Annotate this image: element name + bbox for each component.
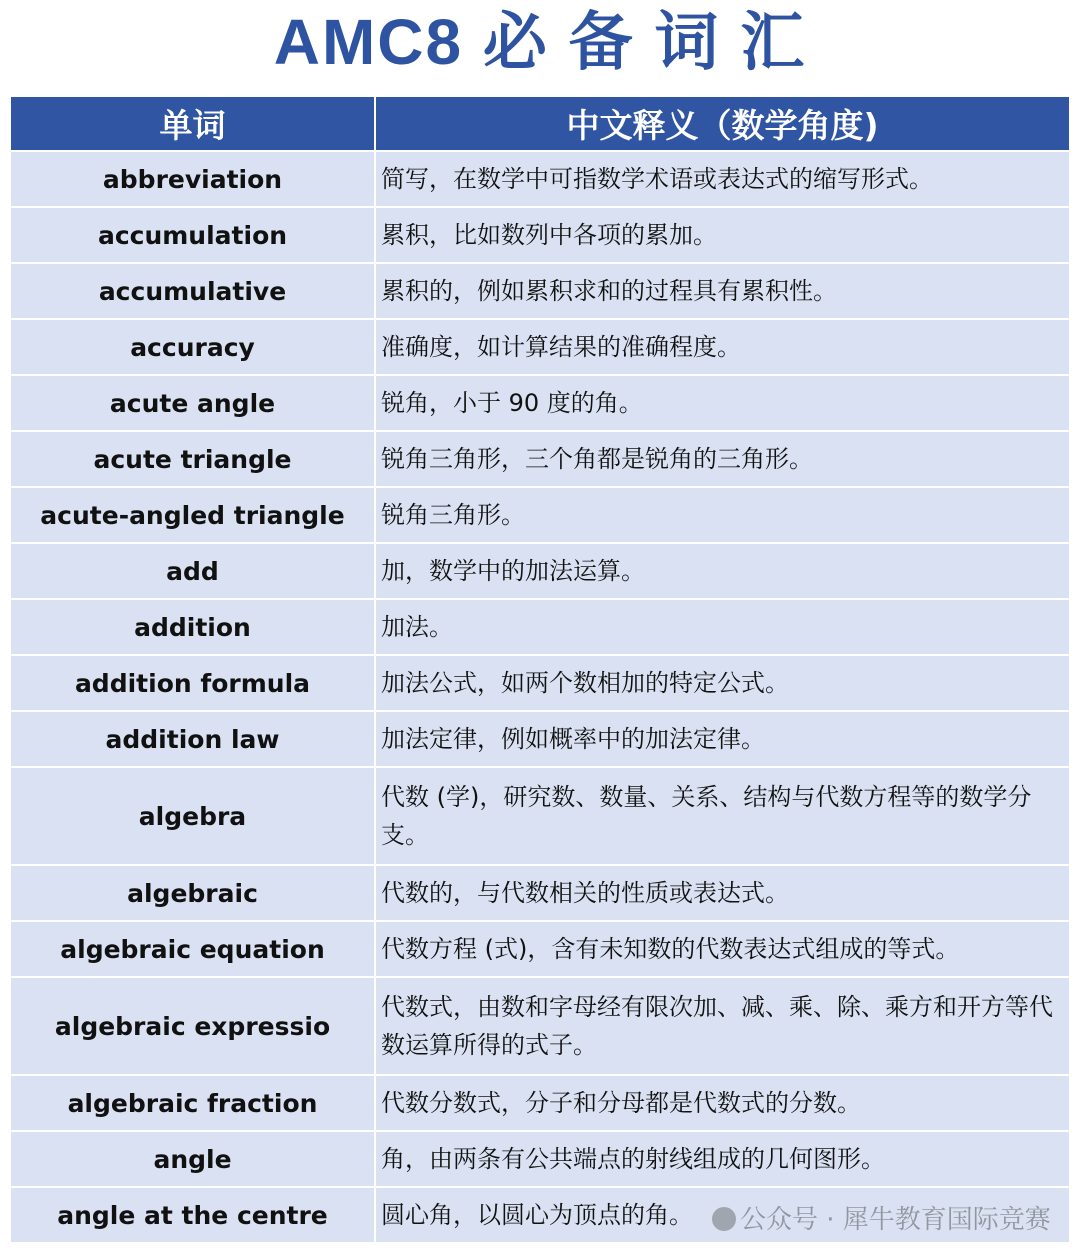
meaning-cell: 代数分数式，分子和分母都是代数式的分数。 (375, 1075, 1069, 1131)
watermark-text: 公众号 · 犀牛教育国际竞赛 (740, 1205, 1051, 1235)
word-cell: algebraic fraction (11, 1075, 375, 1131)
table-row (11, 431, 1069, 487)
table-row (11, 543, 1069, 599)
meaning-cell: 加法定律，例如概率中的加法定律。 (375, 711, 1069, 767)
table-row (11, 865, 1069, 921)
meaning-cell: 累积的，例如累积求和的过程具有累积性。 (375, 263, 1069, 319)
table-row (11, 711, 1069, 767)
table-row (11, 1131, 1069, 1187)
table-row (11, 207, 1069, 263)
word-cell: acute triangle (11, 431, 375, 487)
word-cell: algebraic expressio (11, 977, 375, 1075)
vocabulary-table (11, 97, 1069, 1242)
word-cell: angle at the centre (11, 1187, 375, 1242)
table-row (11, 977, 1069, 1075)
word-cell: addition formula (11, 655, 375, 711)
meaning-cell: 角，由两条有公共端点的射线组成的几何图形。 (375, 1131, 1069, 1187)
page-title: AMC8 必 备 词 汇 (273, 6, 807, 78)
meaning-cell: 准确度，如计算结果的准确程度。 (375, 319, 1069, 375)
word-cell: accumulative (11, 263, 375, 319)
meaning-cell: 锐角三角形。 (375, 487, 1069, 543)
word-cell: algebraic (11, 865, 375, 921)
meaning-cell: 圆心角，以圆心为顶点的角。 (375, 1187, 1069, 1242)
wechat-logo-icon (712, 1207, 736, 1231)
table-row (11, 151, 1069, 207)
meaning-cell: 代数 (学)，研究数、数量、关系、结构与代数方程等的数学分支。 (375, 767, 1069, 865)
word-cell: addition (11, 599, 375, 655)
meaning-cell: 加法。 (375, 599, 1069, 655)
word-cell: acute angle (11, 375, 375, 431)
table-row (11, 921, 1069, 977)
meaning-cell: 加，数学中的加法运算。 (375, 543, 1069, 599)
header-meaning: 中文释义（数学角度) (375, 97, 1069, 151)
word-cell: algebraic equation (11, 921, 375, 977)
word-cell: algebra (11, 767, 375, 865)
meaning-cell: 锐角，小于 90 度的角。 (375, 375, 1069, 431)
word-cell: abbreviation (11, 151, 375, 207)
meaning-cell: 锐角三角形，三个角都是锐角的三角形。 (375, 431, 1069, 487)
table-row (11, 375, 1069, 431)
table-row (11, 599, 1069, 655)
table-row (11, 487, 1069, 543)
table-row (11, 767, 1069, 865)
meaning-cell: 代数的，与代数相关的性质或表达式。 (375, 865, 1069, 921)
word-cell: addition law (11, 711, 375, 767)
table-row (11, 319, 1069, 375)
word-cell: accumulation (11, 207, 375, 263)
watermark (712, 1199, 1051, 1236)
table-row (11, 655, 1069, 711)
meaning-cell: 代数式，由数和字母经有限次加、减、乘、除、乘方和开方等代数运算所得的式子。 (375, 977, 1069, 1075)
table-header-row (11, 97, 1069, 151)
word-cell: angle (11, 1131, 375, 1187)
meaning-cell: 加法公式，如两个数相加的特定公式。 (375, 655, 1069, 711)
header-word: 单词 (11, 97, 375, 151)
meaning-cell: 累积，比如数列中各项的累加。 (375, 207, 1069, 263)
meaning-cell: 简写，在数学中可指数学术语或表达式的缩写形式。 (375, 151, 1069, 207)
table-row (11, 263, 1069, 319)
table-row (11, 1075, 1069, 1131)
word-cell: accuracy (11, 319, 375, 375)
word-cell: add (11, 543, 375, 599)
meaning-cell: 代数方程 (式)，含有未知数的代数表达式组成的等式。 (375, 921, 1069, 977)
word-cell: acute-angled triangle (11, 487, 375, 543)
